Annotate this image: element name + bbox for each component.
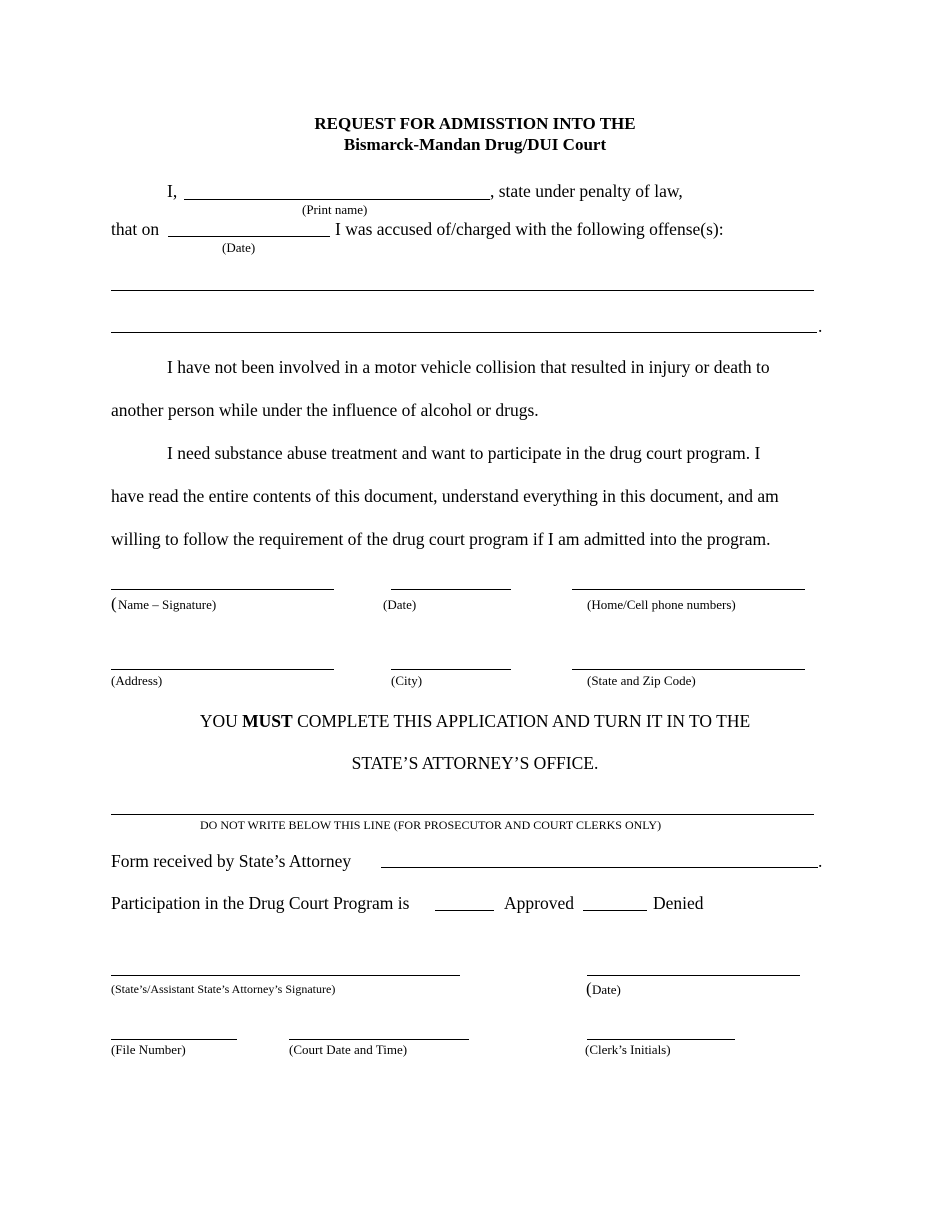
offense-line-2[interactable] <box>111 332 817 333</box>
denied-blank[interactable] <box>583 910 647 911</box>
paragraph-1-line-2: another person while under the influence of alcohol or drugs. <box>111 400 539 420</box>
city-field[interactable] <box>391 669 511 670</box>
paragraph-2-line-1: I need substance abuse treatment and want to participate in the drug court program. I <box>167 443 761 463</box>
address-label: (Address) <box>111 673 163 688</box>
attorney-date-paren: ( <box>586 979 592 998</box>
name-signature-paren: ( <box>111 594 117 613</box>
participation-text: Participation in the Drug Court Program is <box>111 893 410 913</box>
form-received-field[interactable] <box>381 867 818 868</box>
phone-label: (Home/Cell phone numbers) <box>587 597 736 612</box>
phone-field[interactable] <box>572 589 805 590</box>
applicant-date-label: (Date) <box>383 597 417 612</box>
paragraph-1-line-1: I have not been involved in a motor vehicle collision that resulted in injury or death to <box>167 357 770 377</box>
date-label: (Date) <box>222 240 256 255</box>
court-date-time-field[interactable] <box>289 1039 469 1040</box>
file-number-field[interactable] <box>111 1039 237 1040</box>
clerk-initials-field[interactable] <box>587 1039 735 1040</box>
notice-post: COMPLETE THIS APPLICATION AND TURN IT IN TO THE <box>292 711 751 731</box>
notice-pre: YOU <box>199 711 243 731</box>
offense-date-field[interactable] <box>168 236 330 237</box>
form-received-text: Form received by State’s Attorney <box>111 851 352 871</box>
attorney-date-field[interactable] <box>587 975 800 976</box>
city-label: (City) <box>391 673 423 688</box>
offense-period: . <box>818 316 823 336</box>
attorney-signature-field[interactable] <box>111 975 460 976</box>
form-received-period: . <box>818 851 823 871</box>
state-under-penalty-text: , state under penalty of law, <box>490 181 683 201</box>
office-use-divider <box>111 814 814 815</box>
attorney-date-label: Date) <box>592 982 621 997</box>
print-name-label: (Print name) <box>302 202 368 217</box>
name-signature-label: Name – Signature) <box>118 597 217 612</box>
form-title-line2: Bismarck-Mandan Drug/DUI Court <box>343 135 607 154</box>
approved-label: Approved <box>504 893 574 913</box>
court-date-time-label: (Court Date and Time) <box>289 1042 408 1057</box>
name-signature-field[interactable] <box>111 589 334 590</box>
clerk-initials-label: (Clerk’s Initials) <box>585 1042 671 1057</box>
applicant-date-field[interactable] <box>391 589 511 590</box>
accused-text: I was accused of/charged with the following offense(s): <box>335 219 724 239</box>
notice-must: MUST <box>242 711 293 731</box>
attorney-signature-label: (State’s/Assistant State’s Attorney’s Signature) <box>111 982 336 996</box>
state-zip-field[interactable] <box>572 669 805 670</box>
print-name-field[interactable] <box>184 199 490 200</box>
paragraph-2-line-3: willing to follow the requirement of the drug court program if I am admitted into the program. <box>111 529 771 549</box>
file-number-label: (File Number) <box>111 1042 186 1057</box>
notice-line-1 <box>0 711 950 732</box>
i-prefix: I, <box>167 181 178 201</box>
that-on-text: that on <box>111 219 160 239</box>
denied-label: Denied <box>653 893 704 913</box>
form-title-line1: REQUEST FOR ADMISSTION INTO THE <box>314 114 636 133</box>
state-zip-label: (State and Zip Code) <box>587 673 696 688</box>
do-not-write-label: DO NOT WRITE BELOW THIS LINE (FOR PROSECUTOR AND COURT CLERKS ONLY) <box>200 818 662 832</box>
offense-line-1[interactable] <box>111 290 814 291</box>
notice-line-2: STATE’S ATTORNEY’S OFFICE. <box>351 753 599 773</box>
paragraph-2-line-2: have read the entire contents of this document, understand everything in this document, and am <box>111 486 779 506</box>
approved-blank[interactable] <box>435 910 494 911</box>
address-field[interactable] <box>111 669 334 670</box>
